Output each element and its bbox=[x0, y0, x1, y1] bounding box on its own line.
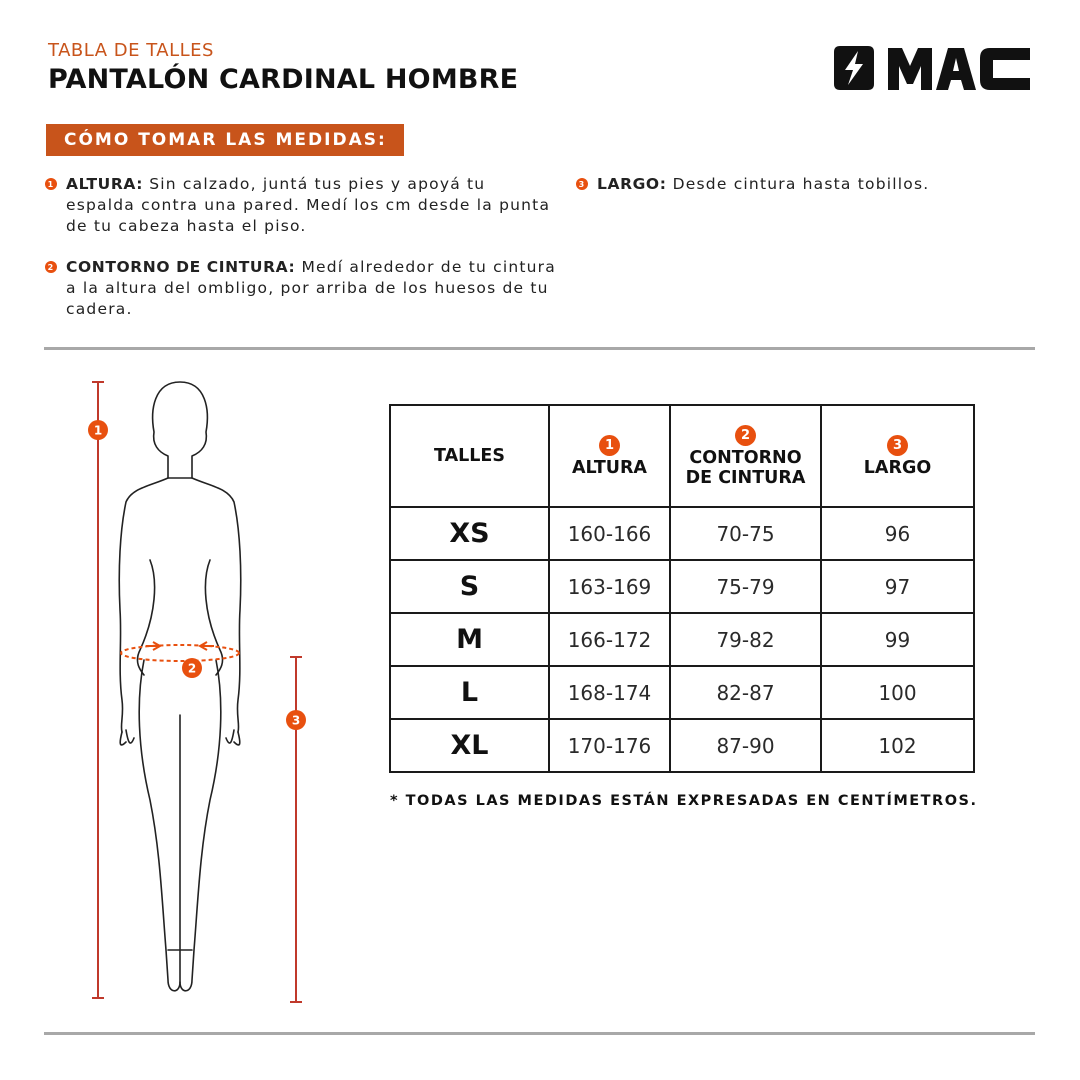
table-row bbox=[390, 507, 974, 560]
svg-text:2: 2 bbox=[187, 661, 197, 676]
size-cell: L bbox=[390, 666, 549, 719]
size-cell: M bbox=[390, 613, 549, 666]
header-altura: 1 ALTURA bbox=[549, 405, 670, 507]
largo-cell: 96 bbox=[821, 507, 974, 560]
size-cell: XS bbox=[390, 507, 549, 560]
largo-cell: 102 bbox=[821, 719, 974, 772]
altura-cell: 168-174 bbox=[549, 666, 670, 719]
table-row bbox=[390, 613, 974, 666]
marker-2-icon bbox=[182, 658, 202, 678]
number-2-icon: 2 bbox=[45, 261, 57, 273]
largo-cell: 100 bbox=[821, 666, 974, 719]
divider-top bbox=[44, 347, 1035, 350]
marker-1-icon bbox=[88, 420, 108, 440]
cintura-cell: 79-82 bbox=[670, 613, 821, 666]
instruction-largo bbox=[578, 174, 1037, 195]
table-row bbox=[390, 560, 974, 613]
table-row bbox=[390, 719, 974, 772]
section-header: CÓMO TOMAR LAS MEDIDAS: bbox=[46, 124, 404, 156]
body-figure-illustration bbox=[80, 370, 320, 1020]
size-cell: XL bbox=[390, 719, 549, 772]
number-1-icon: 1 bbox=[45, 178, 57, 190]
instruction-altura bbox=[47, 174, 556, 237]
largo-cell: 97 bbox=[821, 560, 974, 613]
instruction-heading: ALTURA: bbox=[66, 175, 144, 193]
marker-3-icon bbox=[286, 710, 306, 730]
instruction-text: Medí alrededor de tu cintura a la altura del ombligo, por arriba de los huesos de tu cadera. bbox=[66, 258, 556, 318]
instruction-cintura bbox=[47, 257, 556, 320]
instruction-heading: LARGO: bbox=[597, 175, 667, 193]
cintura-cell: 75-79 bbox=[670, 560, 821, 613]
cintura-cell: 70-75 bbox=[670, 507, 821, 560]
altura-cell: 170-176 bbox=[549, 719, 670, 772]
altura-cell: 166-172 bbox=[549, 613, 670, 666]
header-largo: 3 LARGO bbox=[821, 405, 974, 507]
instruction-text: Desde cintura hasta tobillos. bbox=[672, 175, 930, 193]
cintura-cell: 82-87 bbox=[670, 666, 821, 719]
svg-text:1: 1 bbox=[93, 423, 103, 438]
largo-cell: 99 bbox=[821, 613, 974, 666]
page-title: PANTALÓN CARDINAL HOMBRE bbox=[48, 64, 519, 95]
instruction-heading: CONTORNO DE CINTURA: bbox=[66, 258, 296, 276]
altura-cell: 160-166 bbox=[549, 507, 670, 560]
brand-logo bbox=[830, 44, 1035, 92]
divider-bottom bbox=[44, 1032, 1035, 1035]
number-1-icon: 1 bbox=[599, 435, 620, 456]
table-header-row bbox=[390, 405, 974, 507]
cintura-cell: 87-90 bbox=[670, 719, 821, 772]
number-2-icon: 2 bbox=[735, 425, 756, 446]
header-contorno-cintura: 2 CONTORNO DE CINTURA bbox=[670, 405, 821, 507]
instruction-text: Sin calzado, juntá tus pies y apoyá tu espalda contra una pared. Medí los cm desde la punta de tu cabeza hasta el piso. bbox=[66, 175, 551, 235]
header-talles: TALLES bbox=[390, 405, 549, 507]
number-3-icon: 3 bbox=[576, 178, 588, 190]
altura-cell: 163-169 bbox=[549, 560, 670, 613]
measurement-note: * TODAS LAS MEDIDAS ESTÁN EXPRESADAS EN CENTÍMETROS. bbox=[390, 793, 978, 809]
page-subtitle: TABLA DE TALLES bbox=[48, 40, 214, 61]
size-cell: S bbox=[390, 560, 549, 613]
svg-text:3: 3 bbox=[291, 713, 301, 728]
number-3-icon: 3 bbox=[887, 435, 908, 456]
table-row bbox=[390, 666, 974, 719]
size-table bbox=[389, 404, 975, 773]
